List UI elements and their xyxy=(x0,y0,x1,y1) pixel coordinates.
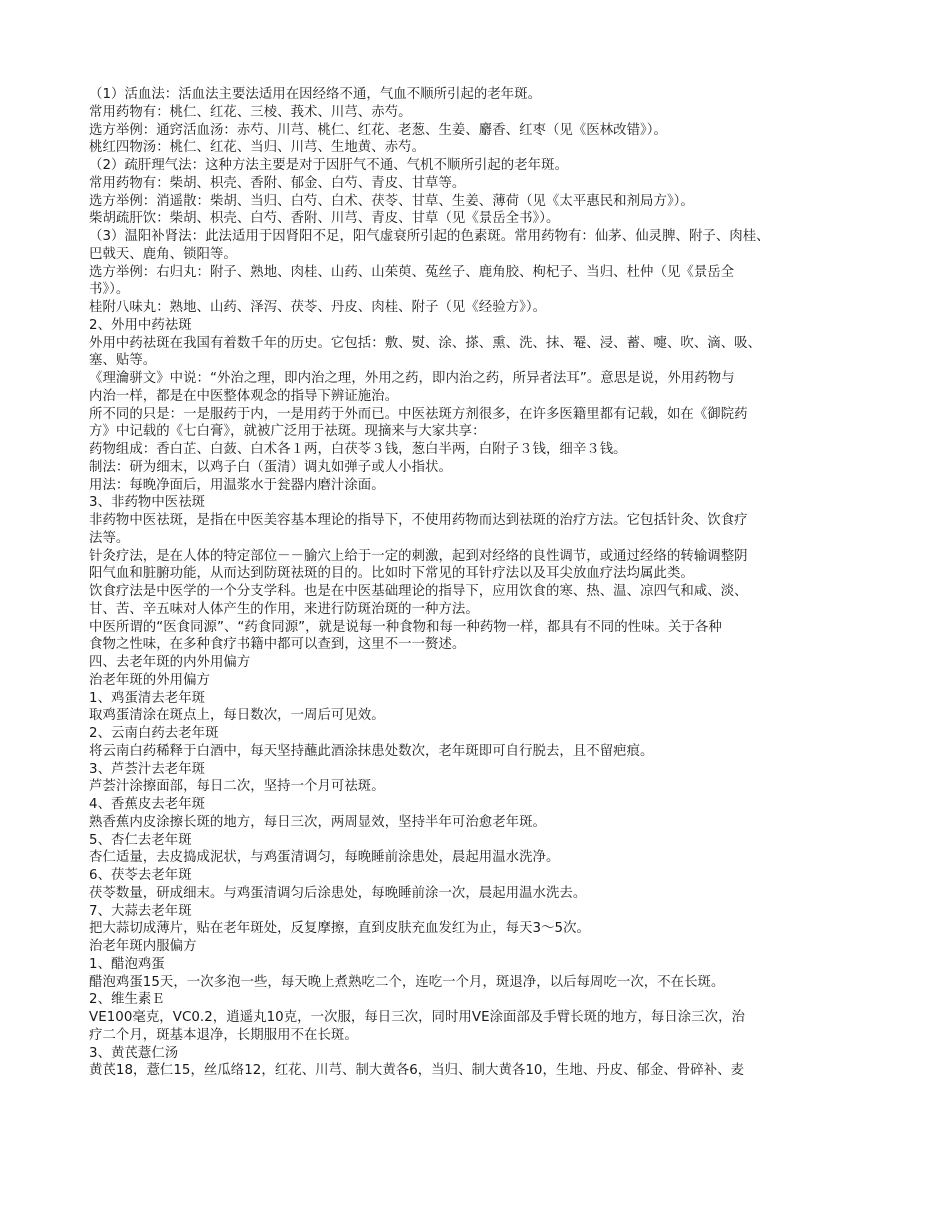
text-line: 方》中记载的《七白膏》，就被广泛用于祛斑。现摘来与大家共享： xyxy=(89,424,486,440)
text-line: 1、醋泡鸡蛋 xyxy=(89,956,165,972)
text-line: 1、鸡蛋清去老年斑 xyxy=(89,690,206,706)
text-line: 法等。 xyxy=(89,530,130,546)
text-line: 饮食疗法是中医学的一个分支学科。也是在中医基础理论的指导下，应用饮食的寒、热、温、凉四气和咸、淡、 xyxy=(89,584,748,599)
text-line: VE100毫克，VC0.2，逍遥丸10克，一次服，每日三次，同时用VE涂面部及手臂长斑的地方，每日涂三次，治 xyxy=(89,1010,745,1025)
text-line: 常用药物有：桃仁、红花、三棱、莪术、川芎、赤芍。 xyxy=(89,104,412,120)
text-line: 治老年斑的外用偏方 xyxy=(89,672,210,688)
text-line: 药物组成：香白芷、白蔹、白术各１两，白茯苓３钱，葱白半两，白附子３钱，细辛３钱。 xyxy=(89,442,627,457)
text-line: 黄芪18，薏仁15，丝瓜络12，红花、川芎、制大黄各6，当归、制大黄各10，生地、丹皮、郁金、骨碎补、麦 xyxy=(89,1063,745,1079)
text-line: 治老年斑内服偏方 xyxy=(89,939,197,954)
text-line: 熟香蕉内皮涂擦长斑的地方，每日三次，两周显效，坚持半年可治愈老年斑。 xyxy=(89,814,546,830)
text-line: 四、去老年斑的内外用偏方 xyxy=(89,655,251,670)
text-line: 6、茯苓去老年斑 xyxy=(89,868,192,883)
text-line: 塞、贴等。 xyxy=(89,353,157,369)
text-line: 书》）。 xyxy=(89,282,130,298)
text-line: 4、香蕉皮去老年斑 xyxy=(89,797,206,812)
text-line: 5、杏仁去老年斑 xyxy=(89,832,192,848)
text-line: 非药物中医祛斑，是指在中医美容基本理论的指导下，不使用药物而达到祛斑的治疗方法。它包括针灸、饮食疗 xyxy=(89,513,748,528)
document-body xyxy=(89,86,869,1080)
text-line: 2、外用中药祛斑 xyxy=(89,317,192,333)
text-line: 阳气血和脏腑功能，从而达到防斑祛斑的目的。比如时下常见的耳针疗法以及耳尖放血疗法均属此类。 xyxy=(89,566,694,582)
text-line: 针灸疗法，是在人体的特定部位－－腧穴上给于一定的刺激，起到对经络的良性调节，或通过经络的转输调整阴 xyxy=(89,548,748,564)
text-line: 用法：每晚净面后，用温浆水于瓮器内磨汁涂面。 xyxy=(89,477,385,493)
text-line: 外用中药祛斑在我国有着数千年的历史。它包括：敷、熨、涂、搽、熏、洗、抹、罨、浸、蓄、嚏、吹、滴、吸、 xyxy=(89,335,762,351)
text-line: 食物之性味，在多种食疗书籍中都可以查到，这里不一一赘述。 xyxy=(89,637,466,653)
text-line: （1）活血法：活血法主要法适用在因经络不通，气血不顺所引起的老年斑。 xyxy=(89,87,542,102)
text-line: 选方举例：通窍活血汤：赤芍、川芎、桃仁、红花、老葱、生姜、麝香、红枣（见《医林改错》）。 xyxy=(89,122,667,138)
text-line: 杏仁适量，去皮捣成泥状，与鸡蛋清调匀，每晚睡前涂患处，晨起用温水洗净。 xyxy=(89,850,560,866)
text-line: 桃红四物汤：桃仁、红花、当归、川芎、生地黄、赤芍。 xyxy=(89,140,426,156)
text-line: 甘、苦、辛五味对人体产生的作用，来进行防斑治斑的一种方法。 xyxy=(89,601,479,617)
text-line: （3）温阳补肾法：此法适用于因肾阳不足，阳气虚衰所引起的色素斑。常用药物有：仙茅、仙灵脾、附子、肉桂、 xyxy=(89,229,770,244)
text-line: 醋泡鸡蛋15天，一次多泡一些，每天晚上煮熟吃二个，连吃一个月，斑退净，以后每周吃一次，不在长斑。 xyxy=(89,974,725,990)
text-line: 《理瀹骈文》中说：“外治之理，即内治之理，外用之药，即内治之药，所异者法耳”。意思是说，外用药物与 xyxy=(89,371,735,386)
text-line: 茯苓数量，研成细末。与鸡蛋清调匀后涂患处，每晚睡前涂一次，晨起用温水洗去。 xyxy=(89,885,587,901)
text-line: 桂附八味丸：熟地、山药、泽泻、茯苓、丹皮、肉桂、附子（见《经验方》）。 xyxy=(89,300,547,315)
text-line: 内治一样，都是在中医整体观念的指导下辨证施治。 xyxy=(89,388,399,404)
text-line: 3、黄芪薏仁汤 xyxy=(89,1045,179,1061)
text-line: 7、大蒜去老年斑 xyxy=(89,903,192,919)
text-line: 疗二个月，斑基本退净，长期服用不在长斑。 xyxy=(89,1027,358,1043)
text-line: 2、维生素Ｅ xyxy=(89,992,165,1008)
text-line: 把大蒜切成薄片，贴在老年斑处，反复摩擦，直到皮肤充血发红为止，每天3～5次。 xyxy=(89,921,590,937)
text-line: （2）疏肝理气法：这种方法主要是对于因肝气不通、气机不顺所引起的老年斑。 xyxy=(89,158,568,173)
text-line: 选方举例：消遥散：柴胡、当归、白芍、白术、茯苓、甘草、生姜、薄荷（见《太平惠民和剂局方》）。 xyxy=(89,193,694,209)
text-line: 2、云南白药去老年斑 xyxy=(89,726,219,741)
text-line: 中医所谓的“医食同源”、“药食同源”，就是说每一种食物和每一种药物一样，都具有不同的性味。关于各种 xyxy=(89,619,722,635)
text-line: 芦荟汁涂擦面部，每日二次，坚持一个月可祛斑。 xyxy=(89,779,385,795)
text-line: 选方举例：右归丸：附子、熟地、肉桂、山药、山茱萸、菟丝子、鹿角胶、枸杞子、当归、杜仲（见《景岳全 xyxy=(89,264,735,280)
text-line: 3、芦荟汁去老年斑 xyxy=(89,761,206,777)
text-line: 取鸡蛋清涂在斑点上，每日数次，一周后可见效。 xyxy=(89,708,385,724)
text-line: 巴戟天、鹿角、锁阳等。 xyxy=(89,246,237,262)
text-line: 所不同的只是：一是服药于内，一是用药于外而已。中医祛斑方剂很多，在许多医籍里都有记载，如在《御院药 xyxy=(89,406,748,422)
text-line: 常用药物有：柴胡、枳壳、香附、郁金、白芍、青皮、甘草等。 xyxy=(89,175,466,191)
text-line: 制法：研为细末，以鸡子白（蛋清）调丸如弹子或人小指状。 xyxy=(89,459,452,475)
text-line: 3、非药物中医祛斑 xyxy=(89,495,206,511)
text-line: 将云南白药稀释于白酒中，每天坚持蘸此酒涂抹患处数次，老年斑即可自行脱去，且不留疤痕。 xyxy=(89,743,654,759)
text-line: 柴胡疏肝饮：柴胡、枳壳、白芍、香附、川芎、青皮、甘草（见《景岳全书》）。 xyxy=(89,211,560,227)
